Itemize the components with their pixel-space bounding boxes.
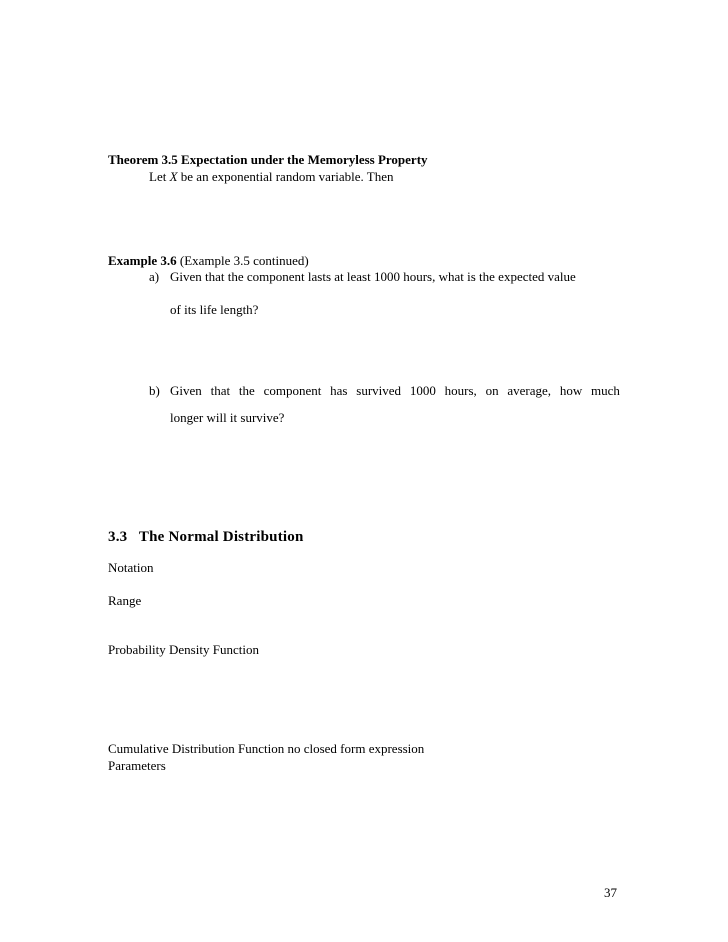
cdf-label: Cumulative Distribution Function no closed form expression: [108, 741, 425, 756]
example-heading: [108, 253, 309, 269]
part-b-word: Given: [170, 383, 202, 398]
theorem-variable: X: [169, 169, 178, 184]
part-b-marker: b): [149, 383, 160, 398]
example-subtitle: (Example 3.5 continued): [176, 253, 309, 268]
part-b-word: on: [485, 383, 499, 398]
part-b-word: average,: [507, 383, 552, 398]
theorem-body: [149, 169, 394, 185]
part-b-word: how: [559, 383, 583, 398]
theorem-body-pre: Let: [149, 169, 170, 184]
part-b-word: has: [330, 383, 348, 398]
part-b-word: that: [210, 383, 231, 398]
page-number: 37: [604, 885, 617, 900]
range-label: Range: [108, 593, 142, 608]
part-a-line2: of its life length?: [170, 302, 259, 317]
pdf-label: Probability Density Function: [108, 642, 259, 657]
part-a-marker: a): [149, 269, 160, 284]
part-b-line1: [170, 383, 620, 399]
section-heading: 3.3 The Normal Distribution: [108, 529, 304, 545]
part-b-word: hours,: [444, 383, 477, 398]
notation-label: Notation: [108, 560, 154, 575]
theorem-body-post: be an exponential random variable. Then: [177, 169, 394, 184]
example-label: Example 3.6: [108, 253, 177, 268]
part-b-word: survived: [356, 383, 402, 398]
part-b-word: component: [263, 383, 322, 398]
part-b-word: the: [238, 383, 255, 398]
theorem-title: Theorem 3.5 Expectation under the Memoryless Property: [108, 152, 428, 167]
part-b-word: 1000: [409, 383, 436, 398]
part-b-word: much: [591, 383, 620, 398]
part-a-line1: Given that the component lasts at least 1000 hours, what is the expected value: [170, 269, 576, 284]
parameters-label: Parameters: [108, 758, 166, 773]
part-b-line2: longer will it survive?: [170, 410, 285, 425]
